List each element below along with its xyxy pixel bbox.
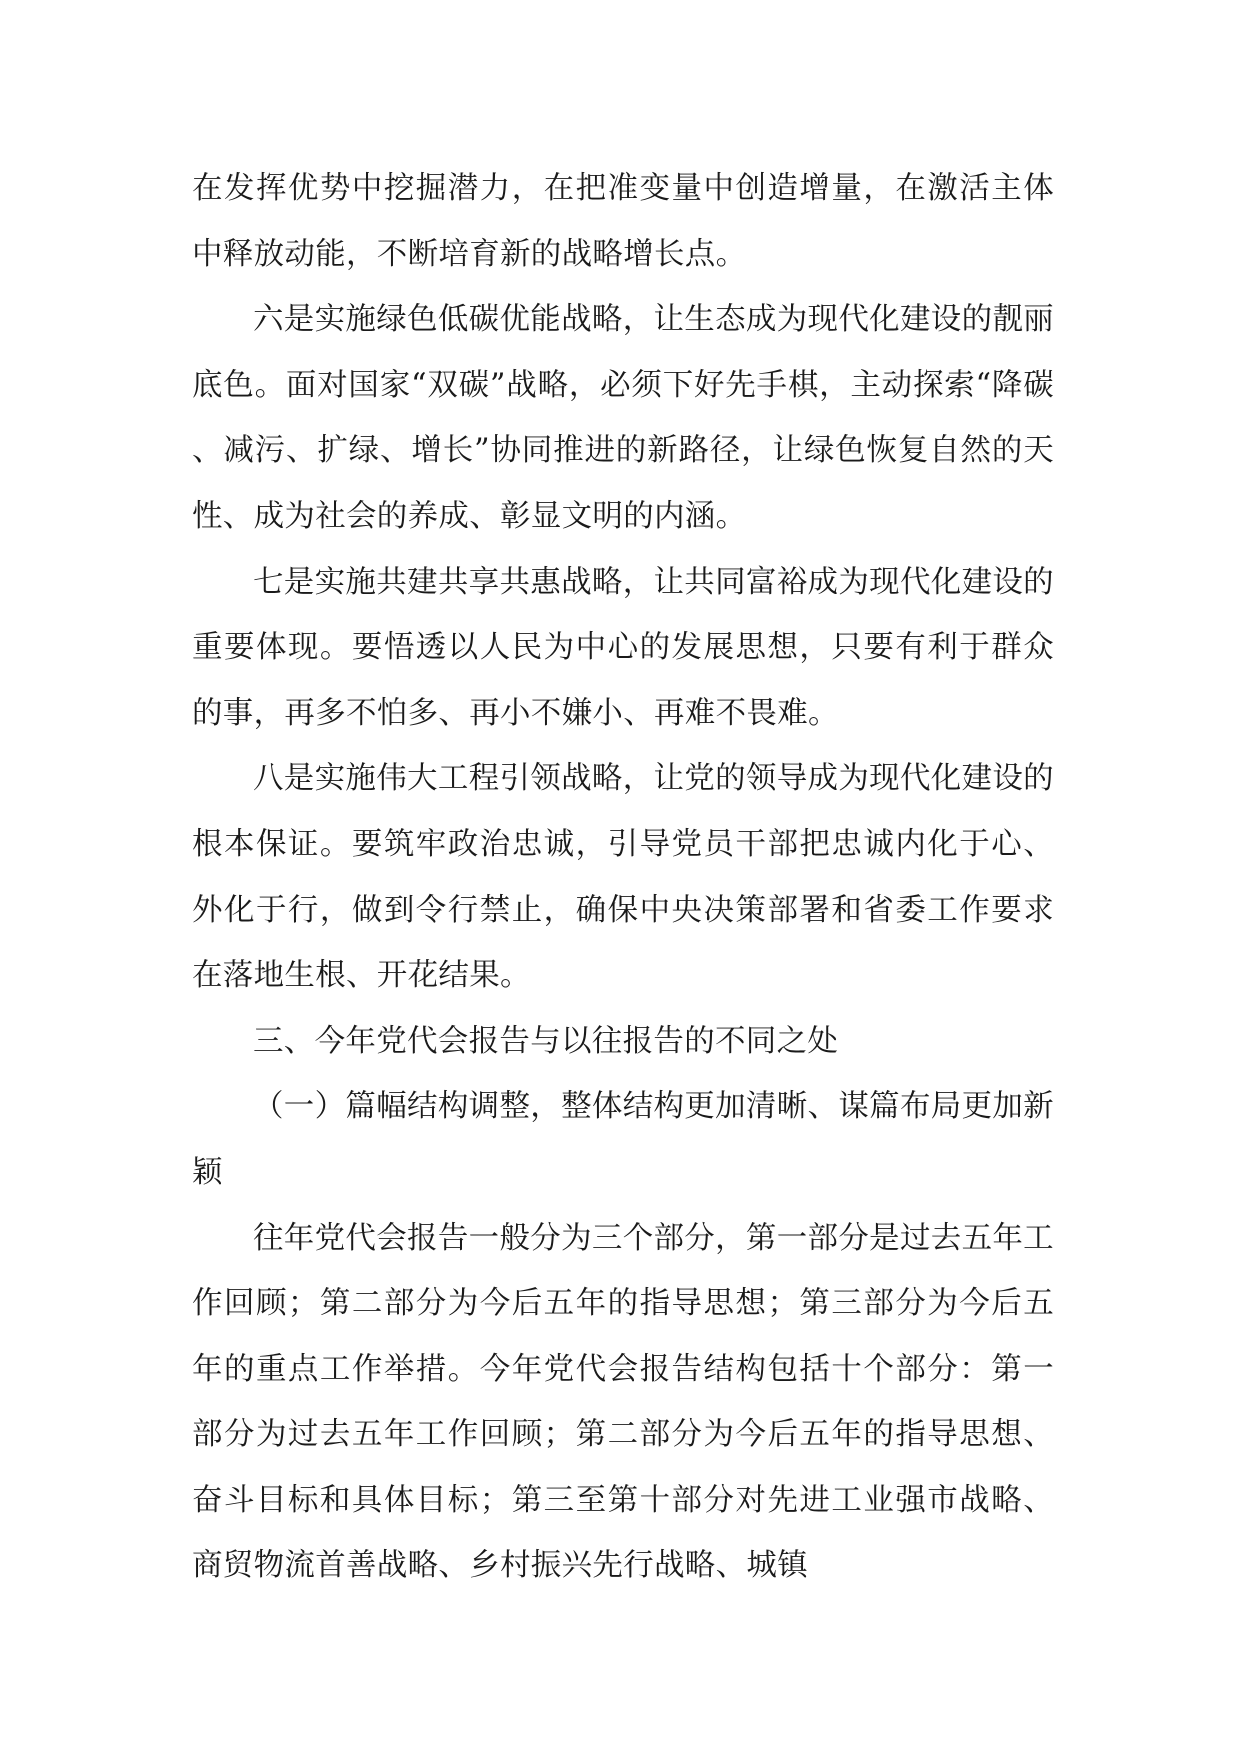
document-body — [192, 156, 1054, 1599]
paragraph-1: 在发挥优势中挖掘潜力，在把准变量中创造增量，在激活主体中释放动能，不断培育新的战略增长点。 — [192, 171, 1054, 272]
paragraph-5: 往年党代会报告一般分为三个部分，第一部分是过去五年工作回顾；第二部分为今后五年的指导思想；第三部分为今后五年的重点工作举措。今年党代会报告结构包括十个部分：第一部分为过去五年工作回顾；第二部分为今后五年的指导思想、奋斗目标和具体目标；第三至第十部分对先进工业强市战略、商贸物流首善战略、乡村振兴先行战略、城镇 — [192, 1220, 1054, 1584]
paragraph-2: 六是实施绿色低碳优能战略，让生态成为现代化建设的靓丽底色。面对国家“双碳”战略，必须下好先手棋，主动探索“降碳、减污、扩绿、增长”协同推进的新路径，让绿色恢复自然的天性、成为社会的养成、彰显文明的内涵。 — [192, 302, 1054, 534]
subsection-heading: （一）篇幅结构调整，整体结构更加清晰、谋篇布局更加新颖 — [192, 1089, 1054, 1190]
section-heading: 三、今年党代会报告与以往报告的不同之处 — [253, 1023, 839, 1059]
paragraph-4: 八是实施伟大工程引领战略，让党的领导成为现代化建设的根本保证。要筑牢政治忠诚，引导党员干部把忠诚内化于心、外化于行，做到令行禁止，确保中央决策部署和省委工作要求在落地生根、开花结果。 — [192, 761, 1054, 994]
paragraph-3: 七是实施共建共享共惠战略，让共同富裕成为现代化建设的重要体现。要悟透以人民为中心的发展思想，只要有利于群众的事，再多不怕多、再小不嫌小、再难不畏难。 — [192, 564, 1054, 731]
